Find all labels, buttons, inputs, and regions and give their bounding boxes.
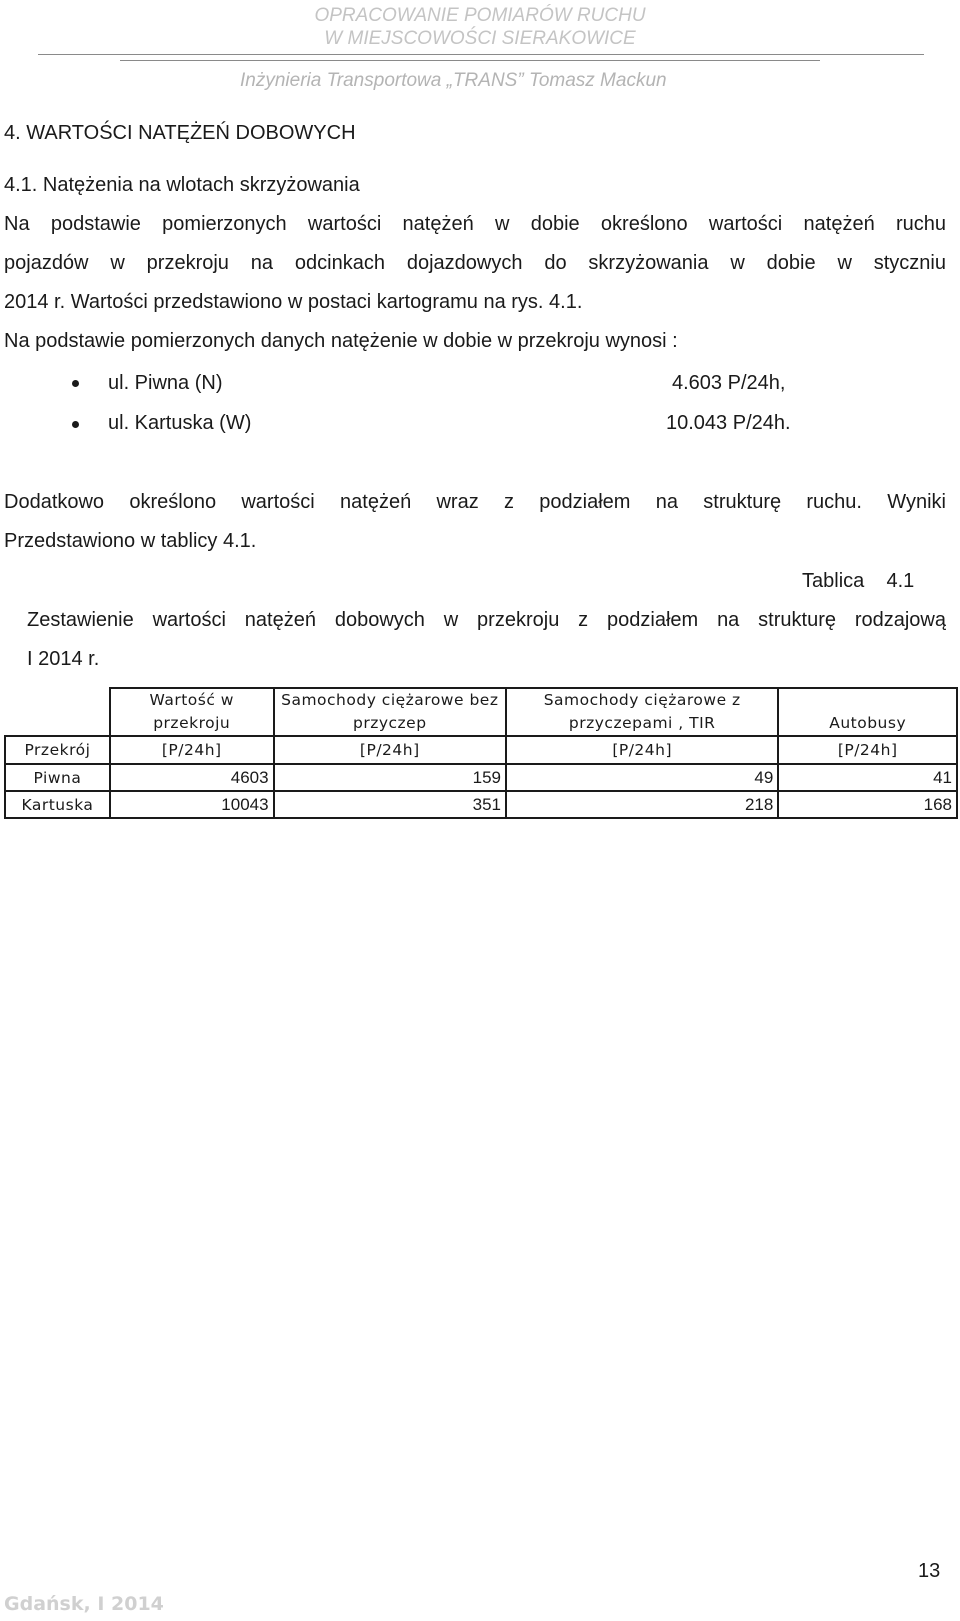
table-reference: Tablica 4.1 bbox=[802, 570, 915, 592]
table-header-cell: Samochody ciężarowe z przyczepami , TIR bbox=[506, 688, 778, 736]
paragraph-1-line-2: pojazdów w przekroju na odcinkach dojazdowych do skrzyżowania w dobie w styczniu bbox=[4, 252, 946, 274]
paragraph-1-line-1: Na podstawie pomierzonych wartości natężeń w dobie określono wartości natężeń ruchu bbox=[4, 213, 946, 235]
row-label: Kartuska bbox=[5, 791, 110, 818]
table-units-cell: [P/24h] bbox=[778, 736, 957, 764]
table-cell: 159 bbox=[274, 764, 506, 791]
table-row bbox=[5, 764, 957, 791]
paragraph-3-line-2: Przedstawiono w tablicy 4.1. bbox=[4, 530, 257, 552]
table-units-row bbox=[5, 736, 957, 764]
table-header-row bbox=[5, 688, 957, 736]
bullet-dot bbox=[72, 421, 79, 428]
table-caption-line-1: Zestawienie wartości natężeń dobowych w przekroju z podziałem na strukturę rodzajową bbox=[27, 609, 946, 631]
table-header-cell: Wartość w przekroju bbox=[110, 688, 274, 736]
footer-place-date: Gdańsk, I 2014 bbox=[4, 1593, 164, 1615]
table-cell: 41 bbox=[778, 764, 957, 791]
header-rule-short bbox=[120, 60, 820, 61]
paragraph-3-line-1: Dodatkowo określono wartości natężeń wraz z podziałem na strukturę ruchu. Wyniki bbox=[4, 491, 946, 513]
table-units-cell: [P/24h] bbox=[274, 736, 506, 764]
table-units-cell: [P/24h] bbox=[110, 736, 274, 764]
table-cell: 351 bbox=[274, 791, 506, 818]
table-row bbox=[5, 791, 957, 818]
section-heading: 4. WARTOŚCI NATĘŻEŃ DOBOWYCH bbox=[4, 122, 356, 144]
bullet-label: ul. Piwna (N) bbox=[108, 372, 223, 394]
table-header-cell: Samochody ciężarowe bez przyczep bbox=[274, 688, 506, 736]
header-rule-long bbox=[38, 54, 924, 55]
header-company: Inżynieria Transportowa „TRANS” Tomasz Mackun bbox=[240, 70, 667, 91]
bullet-value: 10.043 P/24h. bbox=[666, 412, 791, 434]
table-units-cell: [P/24h] bbox=[506, 736, 778, 764]
row-label: Piwna bbox=[5, 764, 110, 791]
bullet-dot bbox=[72, 380, 79, 387]
page-number: 13 bbox=[918, 1560, 941, 1582]
table-header-cell bbox=[5, 688, 110, 736]
table-units-cell: Przekrój bbox=[5, 736, 110, 764]
bullet-label: ul. Kartuska (W) bbox=[108, 412, 252, 434]
subsection-heading: 4.1. Natężenia na wlotach skrzyżowania bbox=[4, 174, 360, 196]
bullet-value: 4.603 P/24h, bbox=[672, 372, 786, 394]
traffic-volume-table bbox=[4, 687, 958, 819]
table-cell: 10043 bbox=[110, 791, 274, 818]
paragraph-2: Na podstawie pomierzonych danych natężenie w dobie w przekroju wynosi : bbox=[4, 330, 678, 352]
table-cell: 218 bbox=[506, 791, 778, 818]
paragraph-1-line-3: 2014 r. Wartości przedstawiono w postaci kartogramu na rys. 4.1. bbox=[4, 291, 583, 313]
document-header-title-line2: W MIEJSCOWOŚCI SIERAKOWICE bbox=[324, 28, 636, 49]
table-caption-line-2: I 2014 r. bbox=[27, 648, 100, 670]
table-cell: 49 bbox=[506, 764, 778, 791]
table-header-cell: Autobusy bbox=[778, 688, 957, 736]
document-header-title-line1: OPRACOWANIE POMIARÓW RUCHU bbox=[314, 5, 646, 26]
table-cell: 168 bbox=[778, 791, 957, 818]
table-cell: 4603 bbox=[110, 764, 274, 791]
